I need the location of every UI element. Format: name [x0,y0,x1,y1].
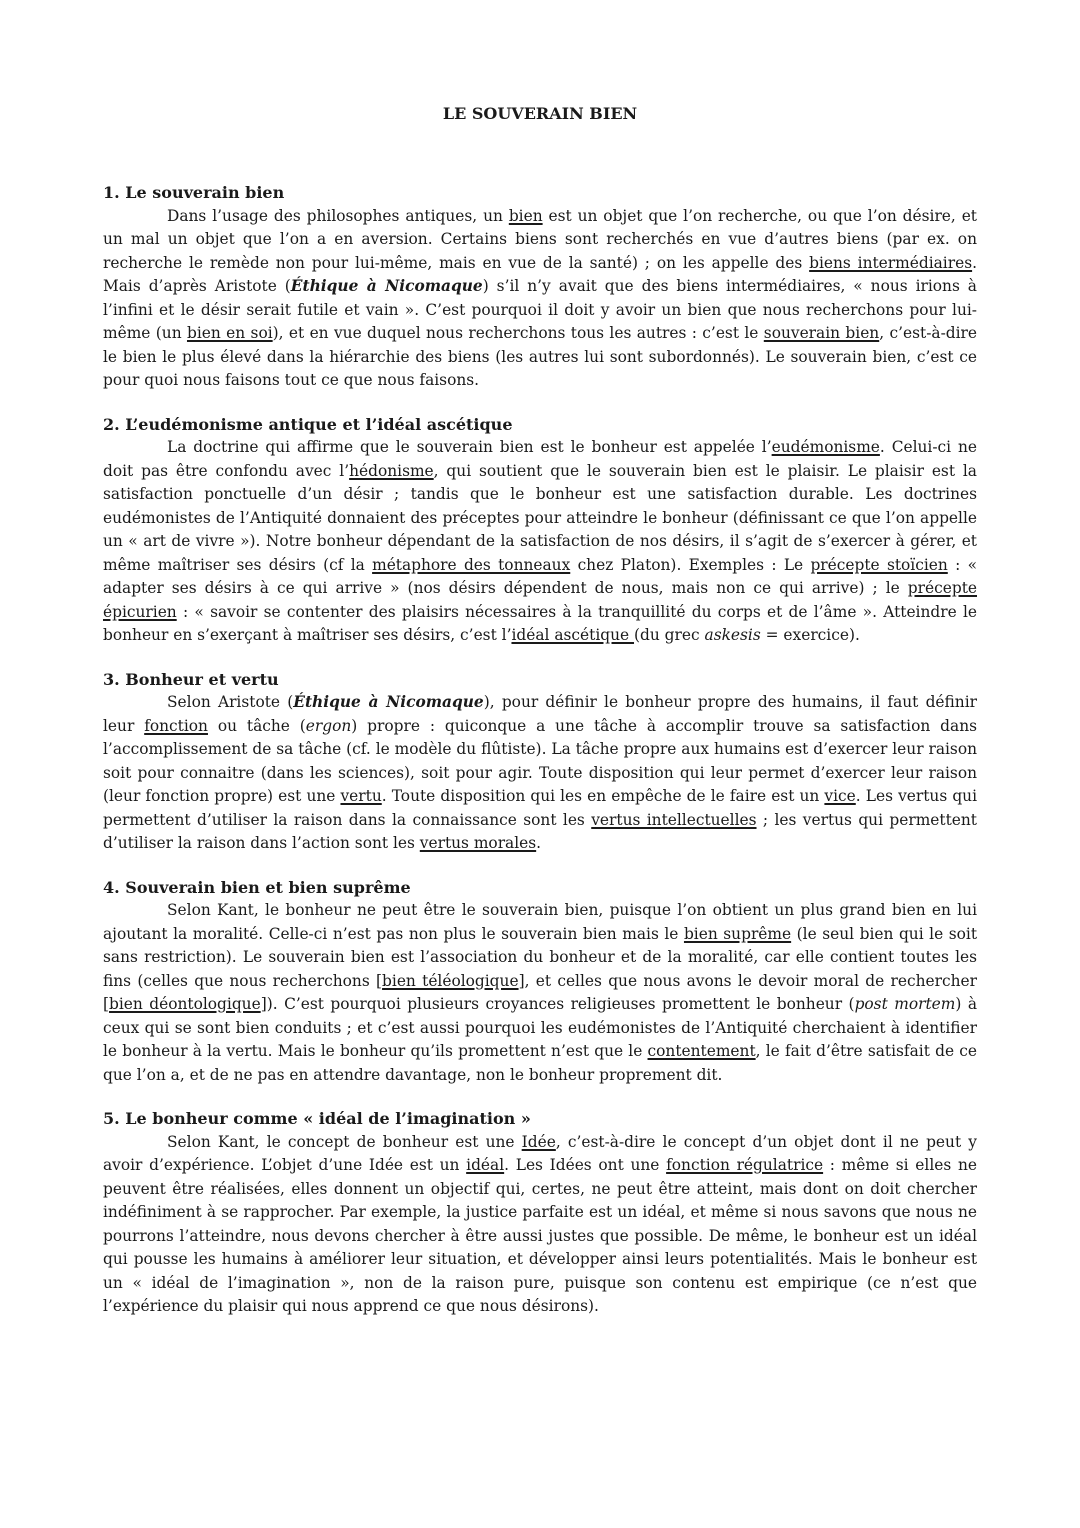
underlined-term: vice [824,787,856,805]
underlined-term: bien téléologique [382,971,519,990]
text-run: (le seul bien qui le soit sans restriction). Le souverain bien est l’association du bonheur et de la moralité, car elle contient toutes les fins (celles que nous recherchons [ [103,924,978,990]
text-run: , c’est-à-dire le concept d’un objet dont il ne peut y avoir d’expérience. L’objet d’une Idée est un [103,1132,977,1174]
text-run: . Toute disposition qui les en empêche de le faire est un [381,787,825,805]
underlined-term: bien [508,206,543,225]
underlined-term: bien suprême [683,924,792,943]
underlined-term: Idée [521,1132,556,1151]
underlined-term: fonction [144,716,208,735]
text-run: Selon Kant, le bonheur ne peut être le souverain bien, puisque l’on obtient un plus grand bien en lui ajoutant la moralité. Celle-ci n’est pas non plus le souverain bien mais le [103,901,977,943]
section-paragraph [103,436,977,648]
text-run: , c’est-à-dire le bien le plus élevé dans la hiérarchie des biens (les autres lui sont subordonnés). Le souverain bien, c’est ce pour quoi nous faisons tout ce que nous faisons. [103,324,978,389]
section-eudemonisme [103,413,977,648]
text-run: ; les vertus qui permettent d’utiliser la raison dans l’action sont les [103,810,977,852]
text-run: . Mais d’après Aristote ( [103,253,977,295]
underlined-term: eudémonisme [771,438,880,456]
text-run: est un objet que l’on recherche, ou que l’on désire, et un mal un objet que l’on a en aversion. Certains biens sont recherchés en vue d’autres biens (par ex. on recherche le remède non pour lui-même, mais en vue de la santé) ; on les appelle des [103,206,977,272]
underlined-term: biens intermédiaires [809,253,973,272]
underlined-term: fonction régulatrice [666,1156,824,1174]
text-run: (du grec [634,626,705,644]
text-run: : même si elles ne peuvent être réalisées, elles donnent un objectif qui, certes, ne peut être atteint, mais dont on doit chercher indéfiniment à se rapprocher. Par exemple, la justice parfaite est un idéal, et même si nous savons que nous ne pourrons l’atteindre, nous devons chercher à être aussi justes que possible. De même, le bonheur est un idéal qui pousse les humains à améliorer leur situation, et développer ainsi leurs potentialités. Mais le bonheur est un « idéal de l’imagination », non de la raison pure, puisque son contenu est empirique (ce n’est que l’expérience du plaisir qui nous apprend ce que nous désirons). [103,1156,977,1315]
text-run: ), et en vue duquel nous recherchons tous les autres : c’est le [272,324,764,342]
text-run: . Les vertus qui permettent d’utiliser la raison dans la connaissance sont les [103,787,978,829]
section-paragraph [103,691,977,856]
underlined-term: métaphore des tonneaux [372,555,571,574]
text-run: . Les Idées ont une [504,1156,667,1174]
text-run: ], et celles que nous avons le devoir moral de rechercher [ [103,971,977,1013]
underlined-term: vertus intellectuelles [591,810,757,829]
section-heading: 2. L’eudémonisme antique et l’idéal ascétique [103,414,513,434]
book-title: Éthique à Nicomaque [293,693,484,711]
text-run: : « savoir se contenter des plaisirs nécessaires à la tranquillité du corps et de l’âme ». Atteindre le bonheur en s’exerçant à maîtriser ses désirs, c’est l’ [103,602,977,644]
text-run: ) à ceux qui se sont bien conduits ; et c’est aussi pourquoi les eudémonistes de l’Antiquité cherchaient à identifier le bonheur à la vertu. Mais le bonheur qu’ils promettent n’est que le [103,995,977,1060]
underlined-term: idéal [466,1156,505,1174]
italic-term: post mortem [854,995,956,1013]
text-run: = exercice). [760,626,860,644]
text-run: Selon Kant, le concept de bonheur est une [167,1132,522,1151]
section-ideal-imagination [103,1107,977,1319]
section-paragraph [103,899,977,1087]
underlined-term: contentement [647,1042,756,1060]
text-run: : « adapter ses désirs à ce qui arrive » (nos désirs dépendent de nous, mais non ce qui arrive) ; le [103,555,977,597]
underlined-term: vertus morales [419,834,537,852]
text-run: Selon Aristote ( [167,693,294,711]
underlined-term: souverain bien [763,324,880,342]
italic-term: ergon [305,716,352,735]
underlined-term: précepte épicurien [103,579,977,621]
section-bien-supreme [103,876,977,1088]
underlined-term: précepte stoïcien [810,555,948,574]
section-heading: 3. Bonheur et vertu [103,669,279,689]
text-run: . Celui-ci ne doit pas être confondu avec l’ [103,438,977,480]
section-heading: 5. Le bonheur comme « idéal de l’imagination » [103,1109,531,1128]
underlined-term: bien déontologique [109,995,261,1013]
section-bonheur-vertu [103,668,977,856]
underlined-term: bien en soi [186,324,273,342]
underlined-term: hédonisme [349,461,434,480]
section-heading: 4. Souverain bien et bien suprême [103,877,411,897]
book-title: Éthique à Nicomaque [290,277,483,295]
text-run: ), pour définir le bonheur propre des humains, il faut définir leur [103,693,977,735]
section-paragraph [103,1131,977,1319]
underlined-term: vertu [340,787,382,805]
section-paragraph [103,205,977,393]
text-run: Dans l’usage des philosophes antiques, un [167,206,509,225]
document-title: LE SOUVERAIN BIEN [442,104,638,123]
text-run: , qui soutient que le souverain bien est le plaisir. Le plaisir est la satisfaction ponctuelle d’un désir ; tandis que le bonheur est une satisfaction durable. Les doctrines eudémonistes de l’Antiquité donnaient des préceptes pour atteindre le bonheur (définissant ce que l’on appelle un « art de vivre »). Notre bonheur dépendant de la satisfaction de nos désirs, il s’agit de s’exercer à gérer, et même maîtriser ses désirs (cf la [103,461,977,574]
section-heading: 1. Le souverain bien [103,183,285,202]
italic-term: askesis [704,626,761,644]
underlined-term: idéal ascétique [511,626,635,644]
text-run: ]). C’est pourquoi plusieurs croyances religieuses promettent le bonheur ( [260,995,855,1013]
text-run: chez Platon). Exemples : Le [570,555,811,574]
section-souverain-bien [103,181,977,393]
text-run: ou tâche ( [207,716,306,735]
text-run: ) s’il n’y avait que des biens intermédiaires, « nous irions à l’infini et le désir serait futile et vain ». C’est pourquoi il doit y avoir un bien que nous recherchons pour lui-même (un [103,277,977,342]
text-run: . [536,834,542,852]
text-run: La doctrine qui affirme que le souverain bien est le bonheur est appelée l’ [167,438,772,456]
text-run: , le fait d’être satisfait de ce que l’on a, et de ne pas en attendre davantage, non le bonheur proprement dit. [103,1042,977,1084]
text-run: ) propre : quiconque a une tâche à accomplir trouve sa satisfaction dans l’accomplissement de sa tâche (cf. le modèle du flûtiste). La tâche propre aux humains est d’exercer leur raison soit pour connaitre (dans les sciences), soit pour agir. Toute disposition qui leur permet d’exercer leur raison (leur fonction propre) est une [103,716,977,805]
